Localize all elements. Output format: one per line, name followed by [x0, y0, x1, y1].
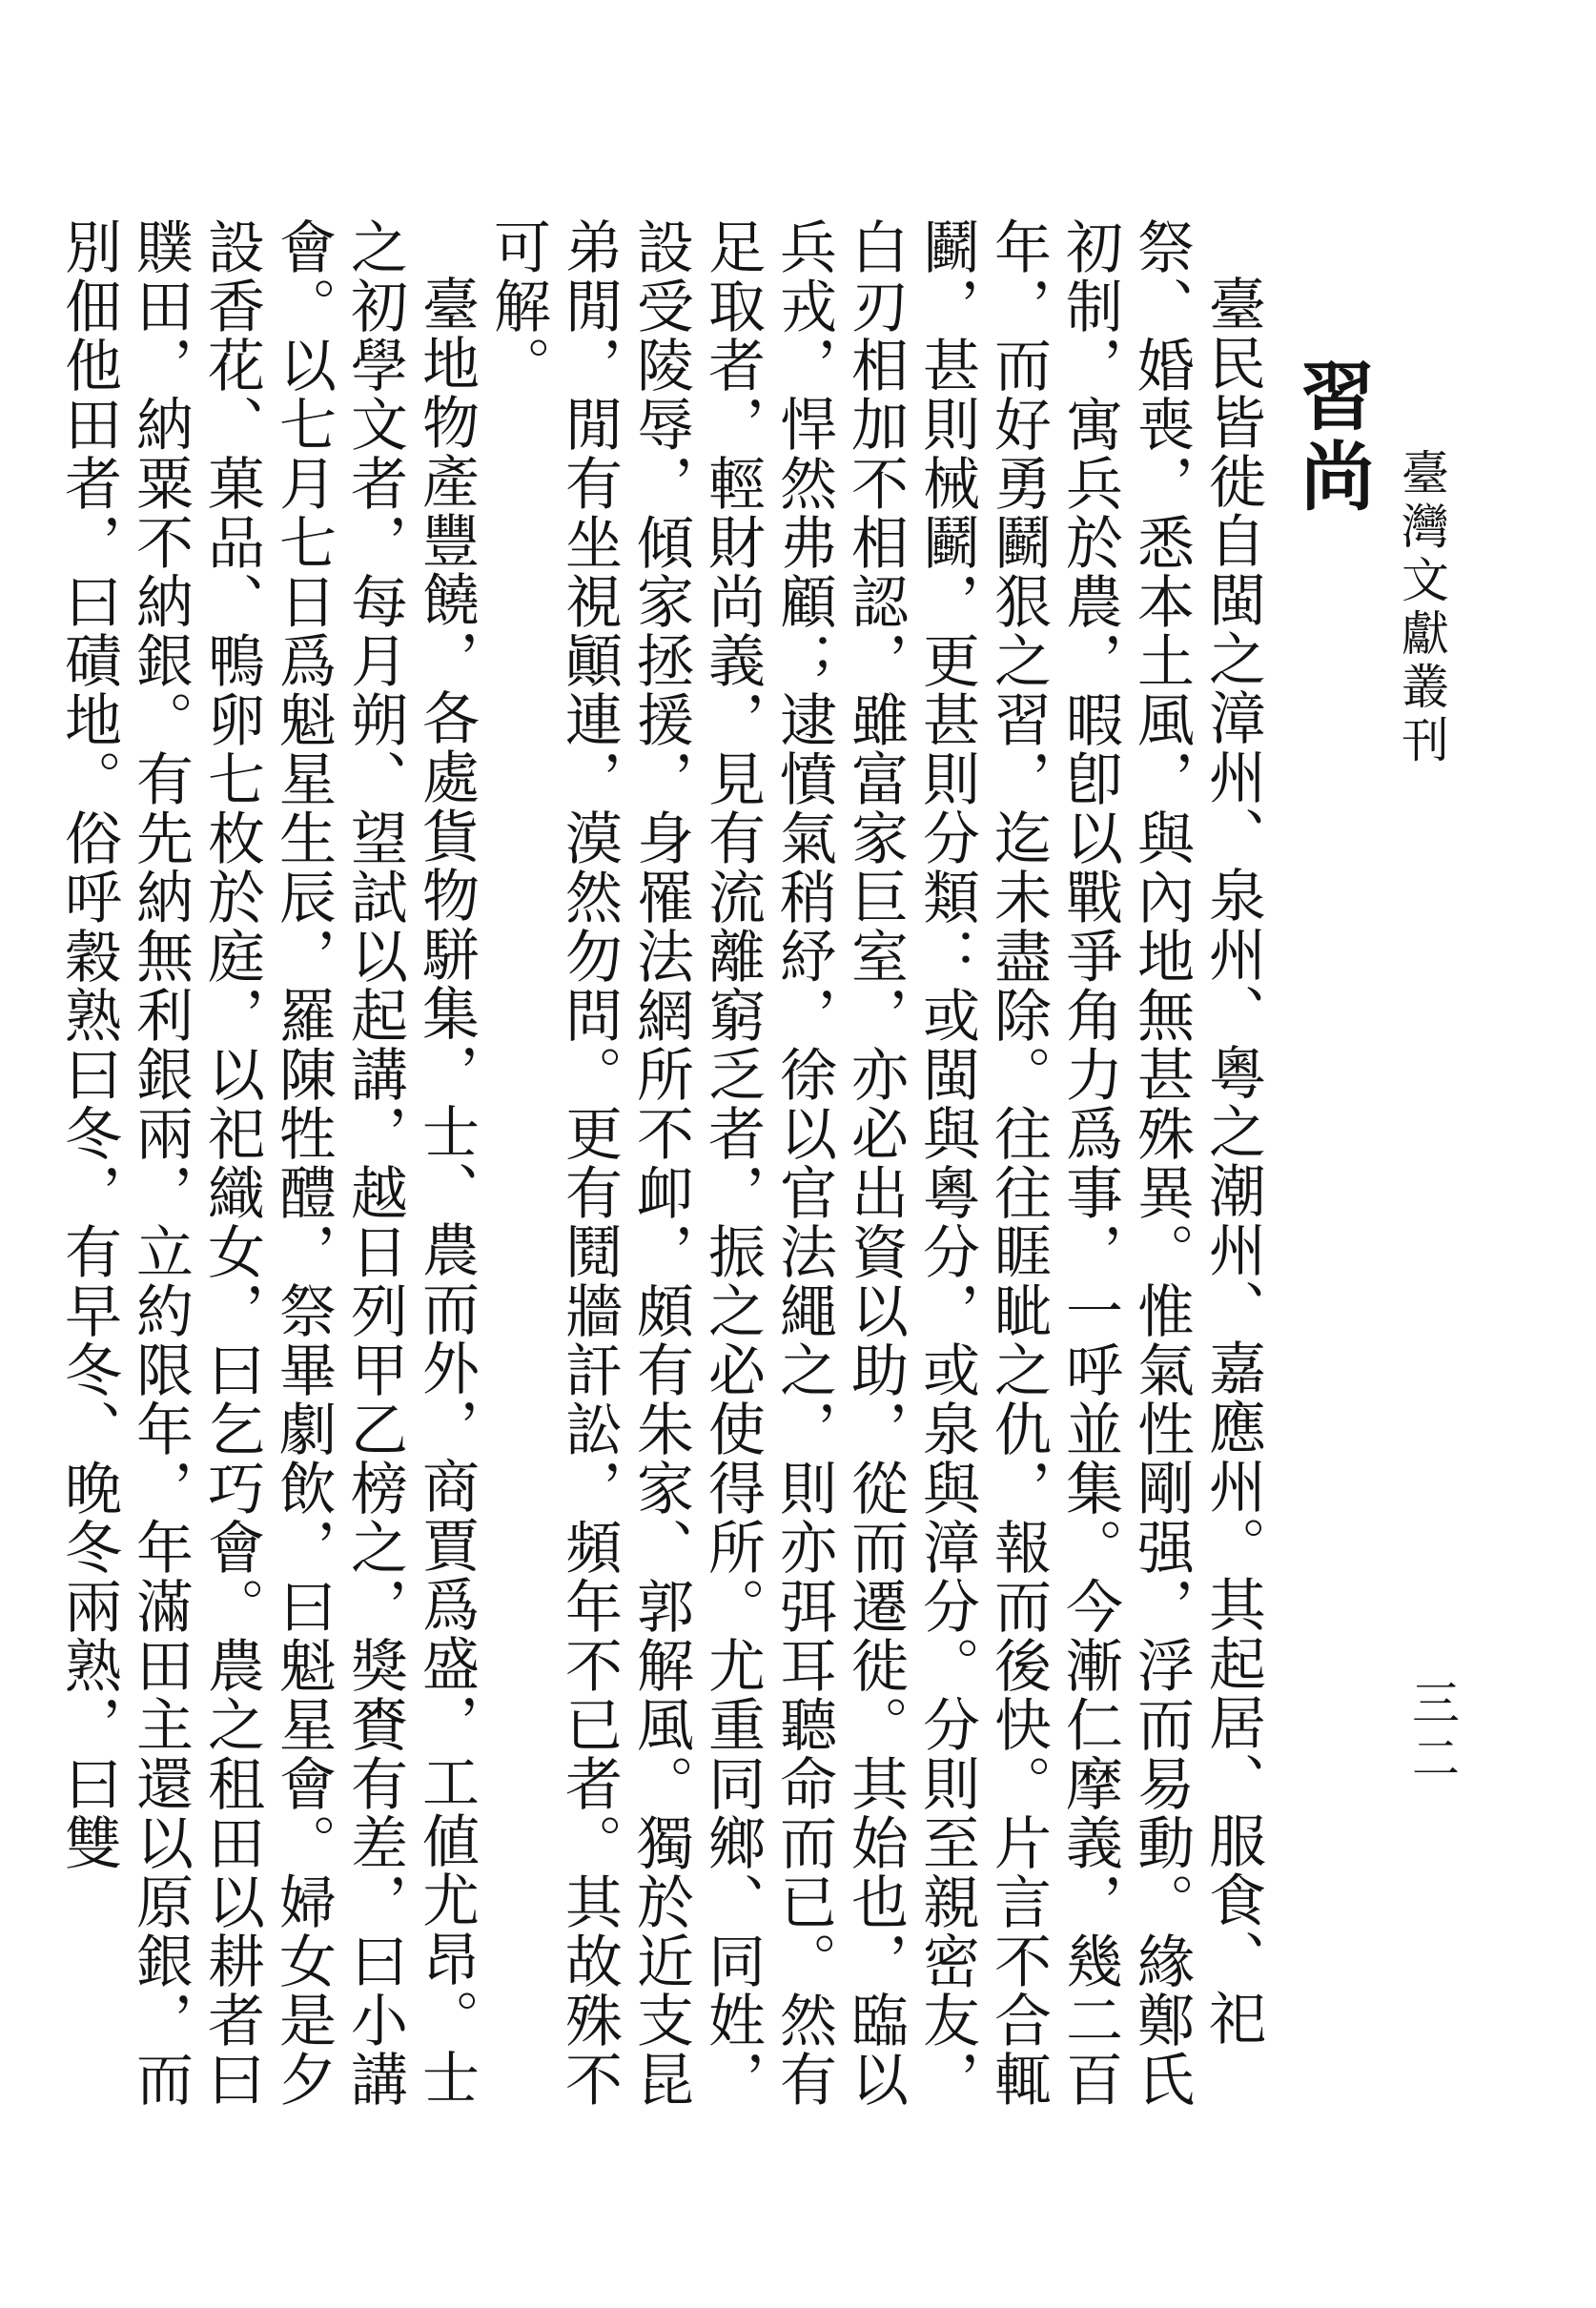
- page-number: 三二: [1404, 1678, 1460, 1788]
- paragraph-products-and-gatherings: 臺地物產豐饒，各處貨物駢集，士、農而外，商賈爲盛，工値尤昂。士之初學文者，每月朔、望試以起講，越日列甲乙榜之，獎賚有差，曰小講會。以七月七日爲魁星生辰，羅陳牲醴，祭畢劇飲，曰魁星會。婦女是夕設香花、菓品、鴨卵七枚於庭，以祀織女，曰乞巧會。農之租田以耕者曰贌田，納粟不納銀。有先納無利銀兩，立約限年，年滿田主還以原銀，而別佃他田者，曰磧地。俗呼穀熟曰冬，有早冬、晚冬兩熟，曰雙: [55, 217, 480, 2109]
- body-text: [55, 217, 1268, 2162]
- running-head: 臺灣文獻叢刊: [1394, 448, 1449, 768]
- section-title: 習尚: [1288, 357, 1375, 518]
- paragraph-customs-origins: 臺民皆徙自閩之漳州、泉州、粵之潮州、嘉應州。其起居、服食、祀祭、婚喪，悉本土風，與內地無甚殊異。惟氣性剛强，浮而易動。緣鄭氏初制，寓兵於農，暇卽以戰爭角力爲事，一呼並集。今漸仁摩義，幾二百年，而好勇鬬狠之習，迄未盡除。往往睚眦之仇，報而後快。片言不合輒鬬，甚則械鬬，更甚則分類：或閩與粵分，或泉與漳分。分則至親密友，白刃相加不相認，雖富家巨室，亦必出資以助，從而遷徙。其始也，臨以兵戎，悍然弗顧；逮憤氣稍紓，徐以官法繩之，則亦弭耳聽命而已。然有足取者，輕財尚義，見有流離窮乏者，振之必使得所。尤重同鄉、同姓，設受陵辱，傾家拯援，身罹法網所不卹，頗有朱家、郭解風。獨於近支昆弟閒，閒有坐視顚連，漠然勿問。更有鬩牆訐訟，頻年不已者。其故殊不可解。: [484, 217, 1266, 2109]
